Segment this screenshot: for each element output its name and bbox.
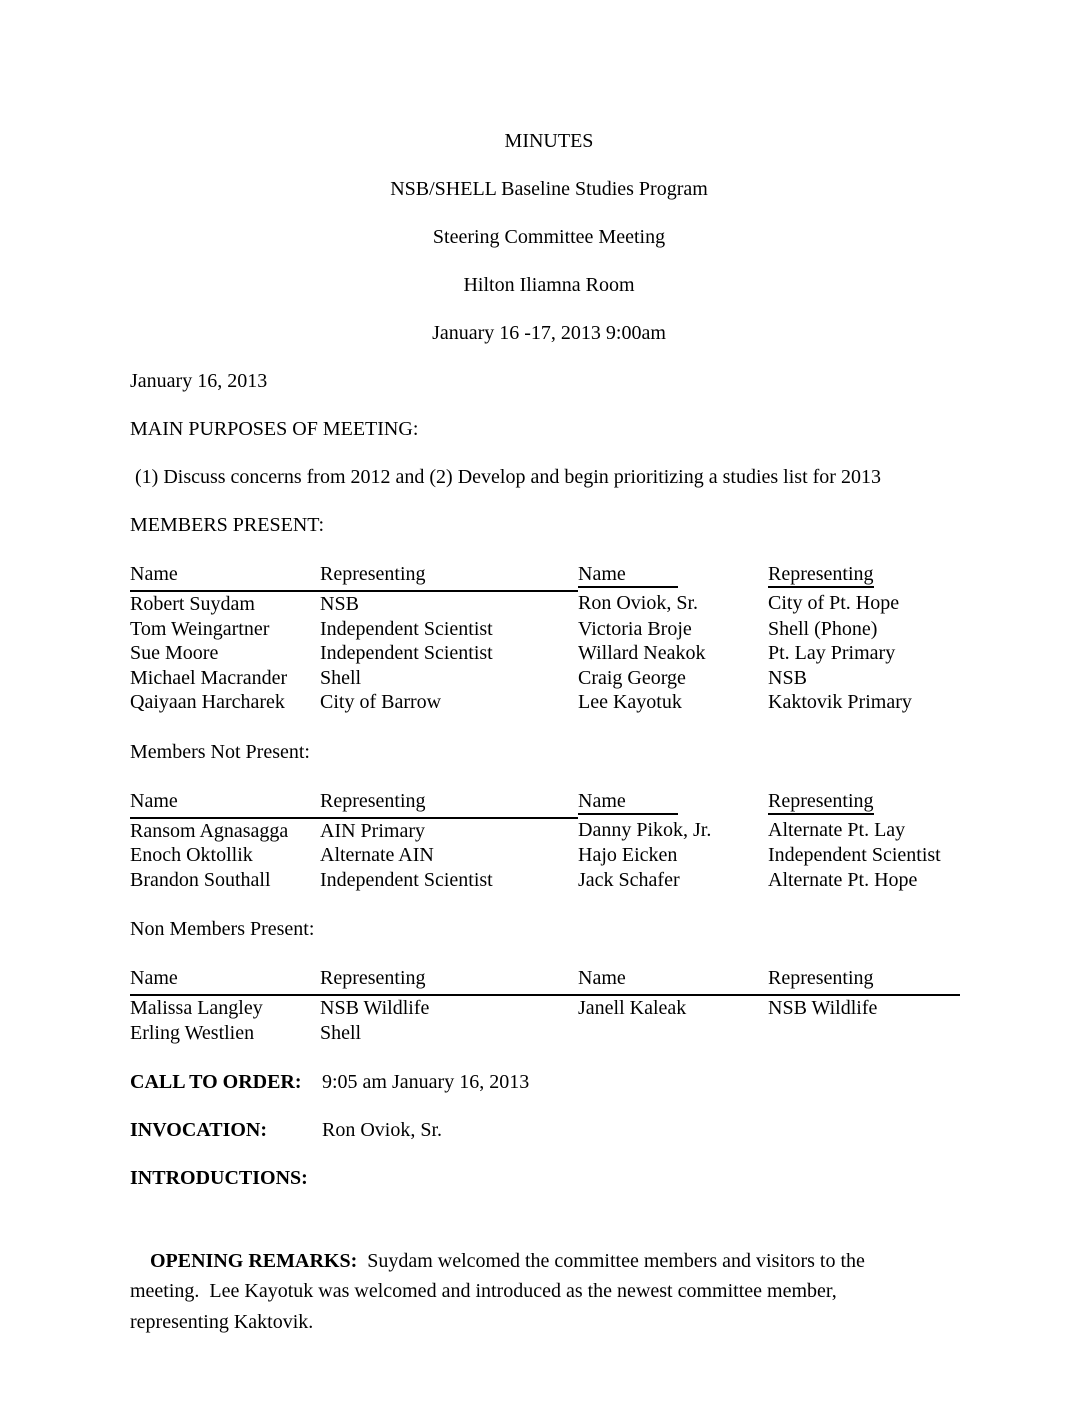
non-members-present-heading: Non Members Present: <box>130 918 315 940</box>
table-header-row <box>130 966 960 995</box>
table-cell: City of Barrow <box>320 691 442 713</box>
table-cell: Pt. Lay Primary <box>768 642 896 664</box>
table-row <box>130 690 960 715</box>
column-header-name-1: Name <box>130 562 320 591</box>
table-cell <box>768 1021 960 1046</box>
table-cell: Shell (Phone) <box>768 617 878 640</box>
date-line: January 16, 2013 <box>130 370 268 392</box>
table-cell: Shell <box>320 1021 362 1044</box>
document-header <box>130 130 968 344</box>
column-header-name-1: Name <box>130 966 320 995</box>
main-purposes-text: (1) Discuss concerns from 2012 and (2) Develop and begin prioritizing a studies list for 2013 <box>130 466 881 488</box>
table-cell: Danny Pikok, Jr. <box>578 818 712 841</box>
table-cell: Independent Scientist <box>320 868 493 891</box>
column-header-representing-2: Representing <box>768 966 960 995</box>
column-header-name-2 <box>578 789 768 818</box>
opening-remarks-label: OPENING REMARKS: <box>150 1249 358 1272</box>
members-present-heading: MEMBERS PRESENT: <box>130 514 325 536</box>
table-cell: NSB Wildlife <box>320 997 430 1019</box>
members-not-present-heading: Members Not Present: <box>130 740 310 763</box>
call-to-order-label: CALL TO ORDER: <box>130 1071 302 1093</box>
column-header-label: Representing <box>768 563 874 588</box>
doc-subtitle-meeting: Steering Committee Meeting <box>432 226 666 248</box>
invocation-label: INVOCATION: <box>130 1119 268 1141</box>
table-cell: Robert Suydam <box>130 593 255 615</box>
call-to-order-value: 9:05 am January 16, 2013 <box>322 1071 530 1093</box>
table-cell: Lee Kayotuk <box>578 691 682 713</box>
non-members-present-table <box>130 966 960 1045</box>
table-cell: Malissa Langley <box>130 997 263 1019</box>
members-not-present-table <box>130 789 960 893</box>
table-row <box>130 995 960 1021</box>
table-row <box>130 1021 960 1046</box>
table-cell <box>578 1021 768 1046</box>
table-row <box>130 818 960 844</box>
opening-remarks-text: Suydam welcomed the committee members and visitors to the meeting. Lee Kayotuk was welcomed and introduced as the newest committee member, representing Kaktovik. <box>130 1249 870 1333</box>
table-cell: Alternate AIN <box>320 844 434 866</box>
table-cell: Independent Scientist <box>320 642 493 664</box>
table-cell: AIN Primary <box>320 819 425 842</box>
table-cell: Sue Moore <box>130 642 219 664</box>
introductions-line <box>130 1167 968 1189</box>
invocation-value: Ron Oviok, Sr. <box>322 1119 443 1141</box>
table-cell: NSB <box>320 593 359 615</box>
table-cell: Jack Schafer <box>578 868 680 891</box>
table-cell: Janell Kaleak <box>578 997 687 1019</box>
members-present-table <box>130 562 960 715</box>
table-cell: City of Pt. Hope <box>768 592 900 614</box>
opening-remarks-paragraph <box>130 1215 912 1368</box>
table-cell: Qaiyaan Harcharek <box>130 691 285 713</box>
table-cell: Ron Oviok, Sr. <box>578 592 699 614</box>
table-cell: Willard Neakok <box>578 642 706 664</box>
column-header-representing-2 <box>768 789 960 818</box>
table-cell: Tom Weingartner <box>130 617 270 640</box>
table-row <box>130 666 960 691</box>
introductions-label: INTRODUCTIONS: <box>130 1167 308 1189</box>
table-row <box>130 617 960 642</box>
column-header-representing-1: Representing <box>320 562 578 591</box>
column-header-label: Name <box>578 563 678 588</box>
table-cell: Alternate Pt. Lay <box>768 818 906 841</box>
doc-location: Hilton Iliamna Room <box>463 274 635 296</box>
table-cell: Brandon Southall <box>130 868 271 891</box>
table-row <box>130 591 960 617</box>
table-cell: Independent Scientist <box>320 617 493 640</box>
table-row <box>130 843 960 868</box>
column-header-label: Name <box>578 790 678 815</box>
column-header-name-2: Name <box>578 966 768 995</box>
doc-title: MINUTES <box>504 130 594 152</box>
table-cell: Alternate Pt. Hope <box>768 868 918 891</box>
column-header-name-2 <box>578 562 768 591</box>
document-page <box>130 130 968 1368</box>
main-purposes-heading: MAIN PURPOSES OF MEETING: <box>130 418 419 440</box>
table-cell: NSB <box>768 666 807 689</box>
table-cell: Ransom Agnasagga <box>130 819 289 842</box>
table-row <box>130 868 960 893</box>
table-cell: Independent Scientist <box>768 844 941 866</box>
column-header-representing-1: Representing <box>320 789 578 818</box>
column-header-representing-1: Representing <box>320 966 578 995</box>
table-header-row <box>130 562 960 591</box>
table-cell: Erling Westlien <box>130 1021 255 1044</box>
column-header-name-1: Name <box>130 789 320 818</box>
column-header-label: Representing <box>768 790 874 815</box>
call-to-order-line <box>130 1071 968 1093</box>
doc-datetime: January 16 -17, 2013 9:00am <box>432 322 666 344</box>
table-cell: Hajo Eicken <box>578 844 678 866</box>
invocation-line <box>130 1119 968 1141</box>
table-cell: Craig George <box>578 666 686 689</box>
table-cell: Victoria Broje <box>578 617 692 640</box>
column-header-representing-2 <box>768 562 960 591</box>
table-header-row <box>130 789 960 818</box>
table-cell: NSB Wildlife <box>768 997 878 1019</box>
doc-subtitle-program: NSB/SHELL Baseline Studies Program <box>390 178 708 200</box>
table-cell: Michael Macrander <box>130 666 288 689</box>
table-row <box>130 641 960 666</box>
table-cell: Kaktovik Primary <box>768 691 912 713</box>
table-cell: Shell <box>320 666 362 689</box>
table-cell: Enoch Oktollik <box>130 844 253 866</box>
